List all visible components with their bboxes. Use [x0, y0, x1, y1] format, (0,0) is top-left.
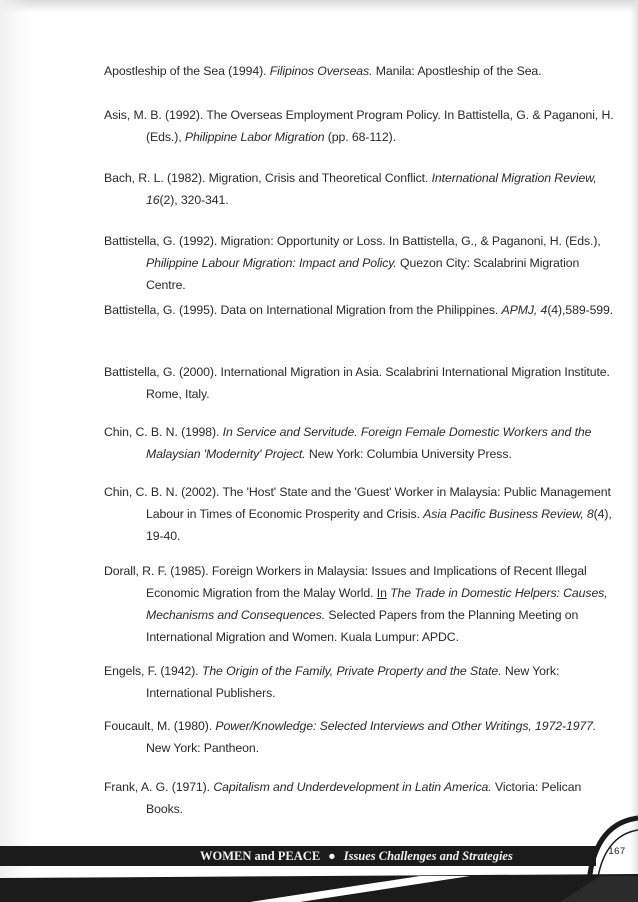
- series-subtitle: Issues Challenges and Strategies: [343, 849, 513, 863]
- reference-entry: Bach, R. L. (1982). Migration, Crisis and Theoretical Conflict. International Migration Review, 16(2), 320-341.: [104, 171, 597, 207]
- reference-entry: Foucault, M. (1980). Power/Knowledge: Selected Interviews and Other Writings, 1972-1977. New York: Pantheon.: [104, 719, 597, 755]
- page-number: 167: [608, 846, 626, 857]
- reference-entry: Battistella, G. (1992). Migration: Opportunity or Loss. In Battistella, G., & Paganoni, H. (Eds.), Philippine Labour Migration: Impact and Policy. Quezon City: Scalabrini Migration Centre.: [104, 234, 601, 292]
- reference-entry: Chin, C. B. N. (1998). In Service and Servitude. Foreign Female Domestic Workers and the Malaysian 'Modernity' Project. New York: Columbia University Press.: [104, 425, 592, 461]
- reference-entry: Dorall, R. F. (1985). Foreign Workers in Malaysia: Issues and Implications of Recent Illegal Economic Migration from the Malay World. In The Trade in Domestic Helpers: Causes, Mechanisms and Consequences. Selected Papers from the Planning Meeting on International Migration and Women. Kuala Lumpur: APDC.: [104, 564, 608, 644]
- series-title: WOMEN and PEACE: [200, 849, 321, 863]
- reference-entry: Frank, A. G. (1971). Capitalism and Underdevelopment in Latin America. Victoria: Pelican Books.: [104, 780, 582, 816]
- scan-edge-top: [0, 0, 638, 12]
- reference-entry: Chin, C. B. N. (2002). The 'Host' State and the 'Guest' Worker in Malaysia: Public Management Labour in Times of Economic Prosperity and Crisis. Asia Pacific Business Review, 8(4), 19-40.: [104, 485, 612, 543]
- scan-edge-left: [0, 0, 30, 902]
- scan-edge-right: [630, 0, 638, 902]
- reference-entry: Asis, M. B. (1992). The Overseas Employment Program Policy. In Battistella, G. & Paganoni, H. (Eds.), Philippine Labor Migration (pp. 68-112).: [104, 108, 614, 144]
- reference-entry: Engels, F. (1942). The Origin of the Family, Private Property and the State. New York: International Publishers.: [104, 664, 560, 700]
- bottom-decorative-band: [0, 870, 638, 902]
- reference-entry: Battistella, G. (2000). International Migration in Asia. Scalabrini International Migration Institute. Rome, Italy.: [104, 365, 610, 401]
- reference-entry: Apostleship of the Sea (1994). Filipinos Overseas. Manila: Apostleship of the Sea.: [104, 64, 542, 78]
- footer-title: [200, 846, 580, 866]
- reference-entry: Battistella, G. (1995). Data on International Migration from the Philippines. APMJ, 4(4),589-599.: [104, 303, 614, 317]
- bullet-icon: ●: [328, 849, 336, 863]
